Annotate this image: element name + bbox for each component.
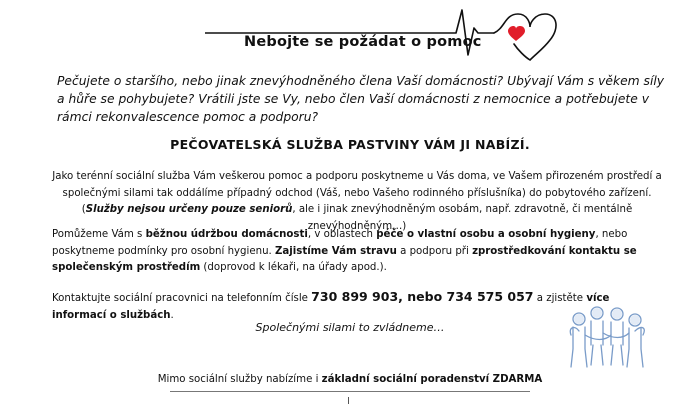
p1-note-rest: , ale i jinak znevýhodněným osobám, např. zdravotně, či mentálně znevýhodněným…): [292, 204, 633, 232]
service-description-paragraph: [52, 169, 662, 235]
p2-b: běžnou údržbou domácnosti: [145, 229, 308, 240]
p3-b: a zjistěte: [533, 293, 587, 304]
p2-d: péče o vlastní osobu a osobní hygieny: [376, 229, 596, 240]
p1-note-bold: Služby nejsou určeny pouze seniorů: [85, 204, 293, 215]
p2-f: Zajistíme Vám stravu: [275, 245, 397, 257]
footer-text: [0, 374, 700, 385]
phone-numbers: 730 899 903, nebo 734 575 057: [311, 289, 534, 304]
help-paragraph: [52, 227, 662, 277]
p3-a: Kontaktujte sociální pracovnici na telefonním čísle: [52, 293, 312, 304]
slogan: Společnými silami to zvládneme…: [255, 321, 445, 334]
footer-b: základní sociální poradenství ZDARMA: [321, 374, 543, 385]
people-group-illustration: [565, 305, 650, 370]
p2-h: zprostředkování kontaktu se společenským prostředím: [52, 245, 637, 273]
heart-outline-icon: [494, 14, 556, 60]
p1-note-open: (: [81, 204, 86, 215]
intro-paragraph: Pečujete o staršího, nebo jinak znevýhodněného člena Vaší domácnosti? Ubývají Vám s věkem síly a hůře se pohybujete? Vrátili jste se Vy, nebo člen Vaší domácnosti z nemocnice a potřebujete v rámci rekonvalescence pomoc a podporu?: [57, 74, 665, 124]
page-title: Nebojte se požádat o pomoc: [244, 34, 482, 50]
footer-a: Mimo sociální služby nabízíme i: [157, 374, 322, 385]
p3-d: .: [170, 309, 174, 321]
p2-i: (doprovod k lékaři, na úřady apod.).: [200, 262, 387, 273]
p3-c: více informací o službách: [52, 293, 610, 321]
red-heart-icon: [508, 26, 525, 41]
footer-divider: [170, 391, 530, 392]
p1-text: Jako terénní sociální služba Vám veškerou pomoc a podporu poskytneme u Vás doma, ve Vašem přirozeném prostředí a společnými silami tak oddálíme případný odchod (Váš, nebo Vašeho rodinného příslušníka) do pobytového zařízení.: [52, 171, 662, 199]
p2-e: , nebo poskytneme podmínky pro osobní hygienu.: [52, 229, 628, 257]
p2-a: Pomůžeme Vám s: [52, 229, 146, 240]
p2-g: a podporu při: [396, 245, 473, 257]
p2-c: , v oblastech: [307, 229, 377, 240]
offer-heading: PEČOVATELSKÁ SLUŽBA PASTVINY VÁM JI NABÍZÍ.: [170, 137, 530, 152]
